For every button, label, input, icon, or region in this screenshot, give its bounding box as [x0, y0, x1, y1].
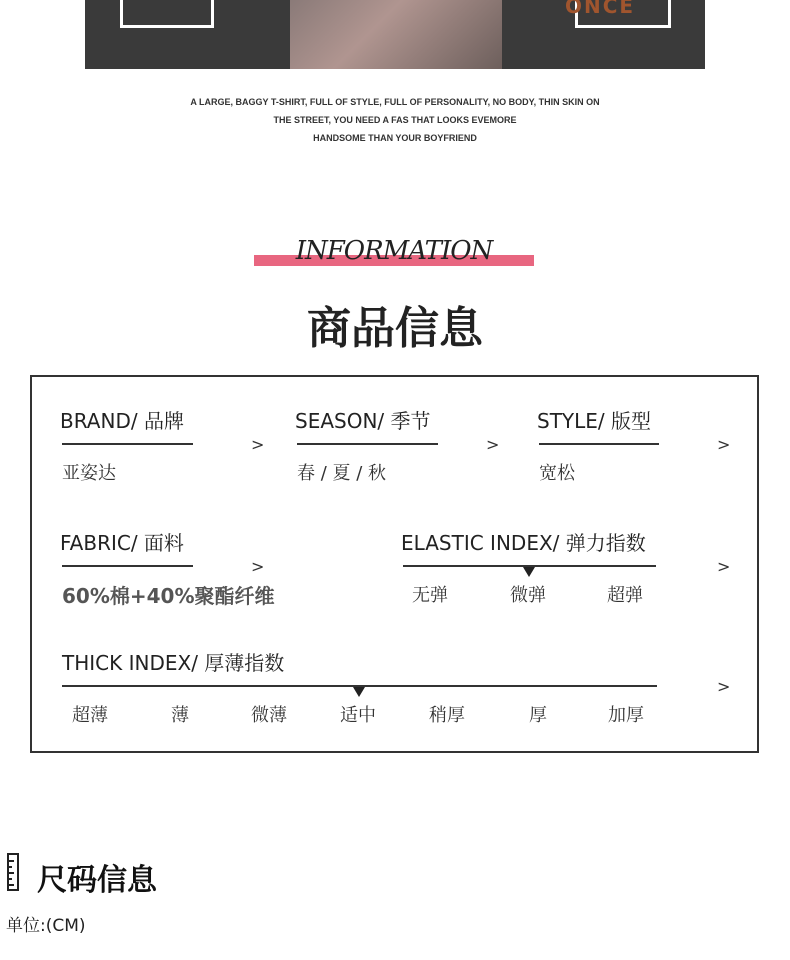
brand-arrow: > — [251, 435, 265, 454]
thick-option-7: 加厚 — [608, 705, 644, 726]
brand-value: 亚姿达 — [62, 463, 116, 484]
season-divider — [297, 443, 438, 445]
section-title: 商品信息 — [307, 303, 483, 354]
elastic-label: ELASTIC INDEX/ 弹力指数 — [401, 531, 646, 555]
thick-arrow: > — [717, 677, 731, 696]
thick-label: THICK INDEX/ 厚薄指数 — [62, 651, 285, 675]
elastic-arrow: > — [717, 557, 731, 576]
thick-option-4: 适中 — [340, 705, 376, 726]
season-arrow: > — [486, 435, 500, 454]
ruler-icon — [7, 853, 19, 891]
size-section-title: 尺码信息 — [37, 863, 157, 898]
size-unit: 单位:(CM) — [6, 916, 86, 936]
tagline-line-3: HANDSOME THAN YOUR BOYFRIEND — [313, 133, 477, 143]
hero-logo-text: ONCE — [565, 0, 636, 18]
elastic-option-super: 超弹 — [607, 585, 643, 606]
elastic-selected-marker — [523, 567, 535, 577]
style-arrow: > — [717, 435, 731, 454]
hero-photo-panel — [290, 0, 502, 69]
tagline-line-1: A LARGE, BAGGY T-SHIRT, FULL OF STYLE, FULL OF PERSONALITY, NO BODY, THIN SKIN ON — [190, 97, 600, 107]
tagline-line-2: THE STREET, YOU NEED A FAS THAT LOOKS EVEMORE — [273, 115, 517, 125]
fabric-arrow: > — [251, 557, 265, 576]
thick-option-2: 薄 — [171, 705, 189, 726]
brand-divider — [62, 443, 193, 445]
fabric-label: FABRIC/ 面料 — [60, 531, 184, 555]
thick-option-5: 稍厚 — [429, 705, 465, 726]
style-label: STYLE/ 版型 — [537, 409, 652, 433]
hero-frame-left — [120, 0, 214, 28]
fabric-divider — [62, 565, 193, 567]
elastic-option-slight: 微弹 — [510, 585, 546, 606]
fabric-value: 60%棉+40%聚酯纤维 — [62, 584, 275, 608]
thick-option-3: 微薄 — [251, 705, 287, 726]
thick-option-6: 厚 — [529, 705, 547, 726]
hero-image — [85, 0, 705, 69]
thick-option-1: 超薄 — [72, 705, 108, 726]
season-value: 春 / 夏 / 秋 — [297, 463, 387, 484]
brand-label: BRAND/ 品牌 — [60, 409, 184, 433]
style-value: 宽松 — [539, 463, 575, 484]
thick-selected-marker — [353, 687, 365, 697]
style-divider — [539, 443, 659, 445]
product-info-box — [30, 375, 759, 753]
season-label: SEASON/ 季节 — [295, 409, 431, 433]
section-script-title: INFORMATION — [295, 236, 493, 266]
elastic-option-none: 无弹 — [412, 585, 448, 606]
